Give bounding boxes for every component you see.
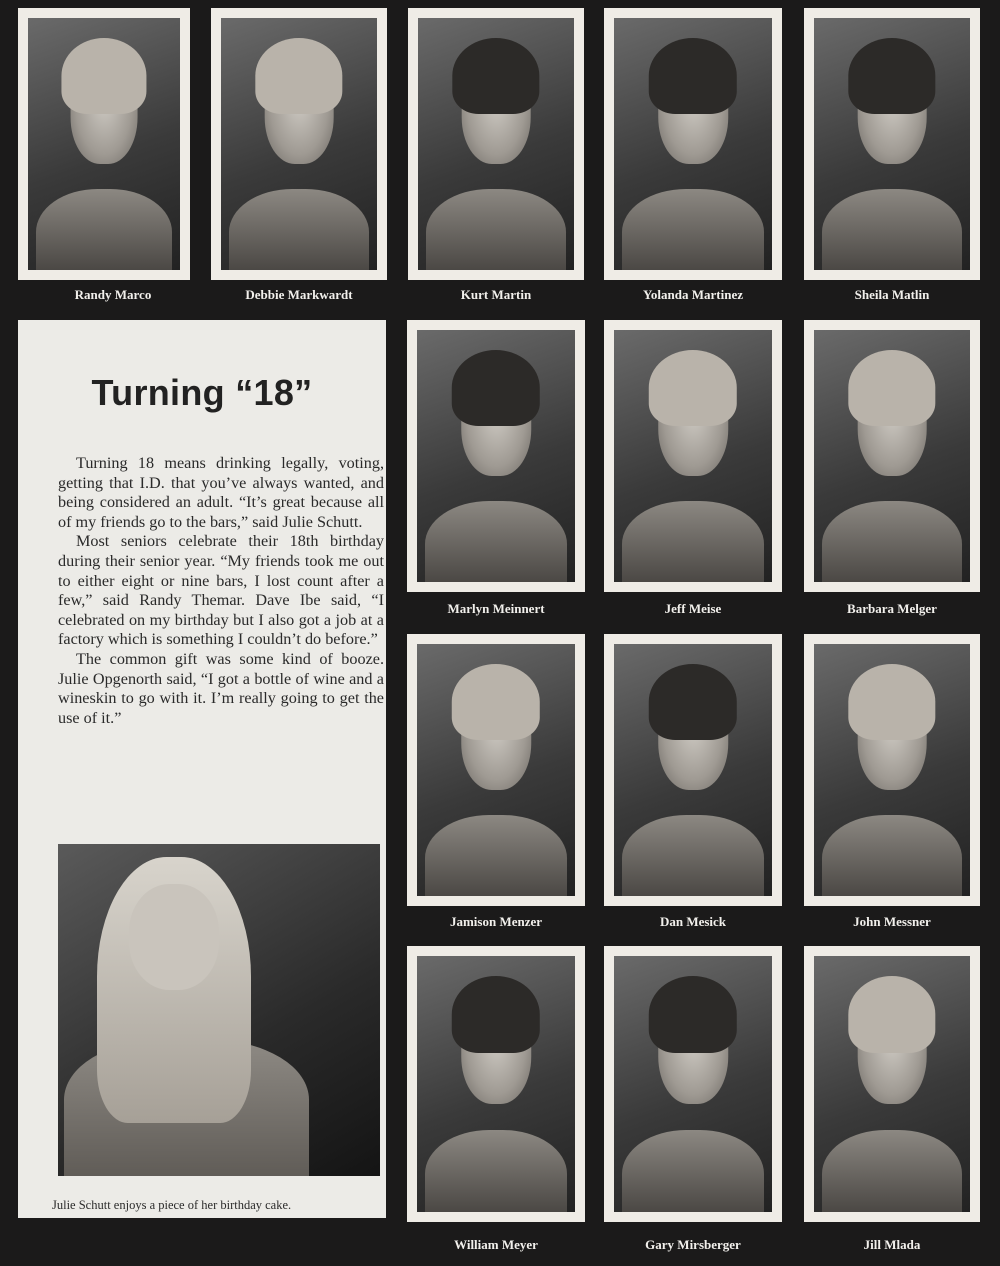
portrait-caption: John Messner <box>853 914 931 929</box>
portrait-caption: Gary Mirsberger <box>645 1237 741 1252</box>
portrait-gary-mirsberger <box>604 946 782 1222</box>
portrait-randy-marco <box>18 8 190 280</box>
portrait-caption: Marlyn Meinnert <box>447 601 545 616</box>
portrait-photo <box>418 18 574 270</box>
portrait-caption: Jeff Meise <box>664 601 722 616</box>
portrait-photo <box>614 956 772 1212</box>
portrait-photo <box>814 956 970 1212</box>
portrait-yolanda-martinez <box>604 8 782 280</box>
article-body <box>58 454 384 728</box>
portrait-photo <box>614 330 772 582</box>
portrait-john-messner <box>804 634 980 906</box>
article-title: Turning “18” <box>91 372 313 413</box>
portrait-photo <box>221 18 377 270</box>
portrait-william-meyer <box>407 946 585 1222</box>
portrait-barbara-melger <box>804 320 980 592</box>
candid-photo <box>58 844 380 1176</box>
portrait-photo <box>814 644 970 896</box>
portrait-jeff-meise <box>604 320 782 592</box>
portrait-caption: Debbie Markwardt <box>245 287 353 302</box>
portrait-caption: Kurt Martin <box>460 287 532 302</box>
portrait-photo <box>28 18 180 270</box>
article-paragraph: The common gift was some kind of booze. Julie Opgenorth said, “I got a bottle of wine and a wineskin to go with it. I’m really going to get the use of it.” <box>58 649 384 727</box>
portrait-photo <box>814 330 970 582</box>
portrait-jill-mlada <box>804 946 980 1222</box>
portrait-caption: William Meyer <box>454 1237 538 1252</box>
photo-caption: Julie Schutt enjoys a piece of her birthday cake. <box>52 1198 292 1212</box>
portrait-photo <box>814 18 970 270</box>
portrait-caption: Jamison Menzer <box>449 914 543 929</box>
portrait-photo <box>417 644 575 896</box>
portrait-photo <box>614 644 772 896</box>
portrait-kurt-martin <box>408 8 584 280</box>
article-panel <box>18 320 386 1218</box>
portrait-jamison-menzer <box>407 634 585 906</box>
portrait-sheila-matlin <box>804 8 980 280</box>
portrait-photo <box>417 956 575 1212</box>
portrait-debbie-markwardt <box>211 8 387 280</box>
portrait-caption: Sheila Matlin <box>854 287 930 302</box>
portrait-photo <box>417 330 575 582</box>
portrait-caption: Dan Mesick <box>659 914 727 929</box>
portrait-caption: Yolanda Martinez <box>642 287 744 302</box>
portrait-caption: Randy Marco <box>74 287 152 302</box>
article-paragraph: Most seniors celebrate their 18th birthday during their senior year. “My friends took me out to either eight or nine bars, I lost count after a few,” said Randy Themar. Dave Ibe said, “I celebrated on my birthday but I also got a job at a factory which is something I couldn’t do before.” <box>58 532 384 649</box>
portrait-caption: Jill Mlada <box>863 1237 921 1252</box>
portrait-marlyn-meinnert <box>407 320 585 592</box>
portrait-caption: Barbara Melger <box>847 601 937 616</box>
portrait-photo <box>614 18 772 270</box>
article-paragraph: Turning 18 means drinking legally, voting, getting that I.D. that you’ve always wanted, and being considered an adult. “It’s great because all of my friends go to the bars,” said Julie Schutt. <box>58 454 384 531</box>
portrait-dan-mesick <box>604 634 782 906</box>
